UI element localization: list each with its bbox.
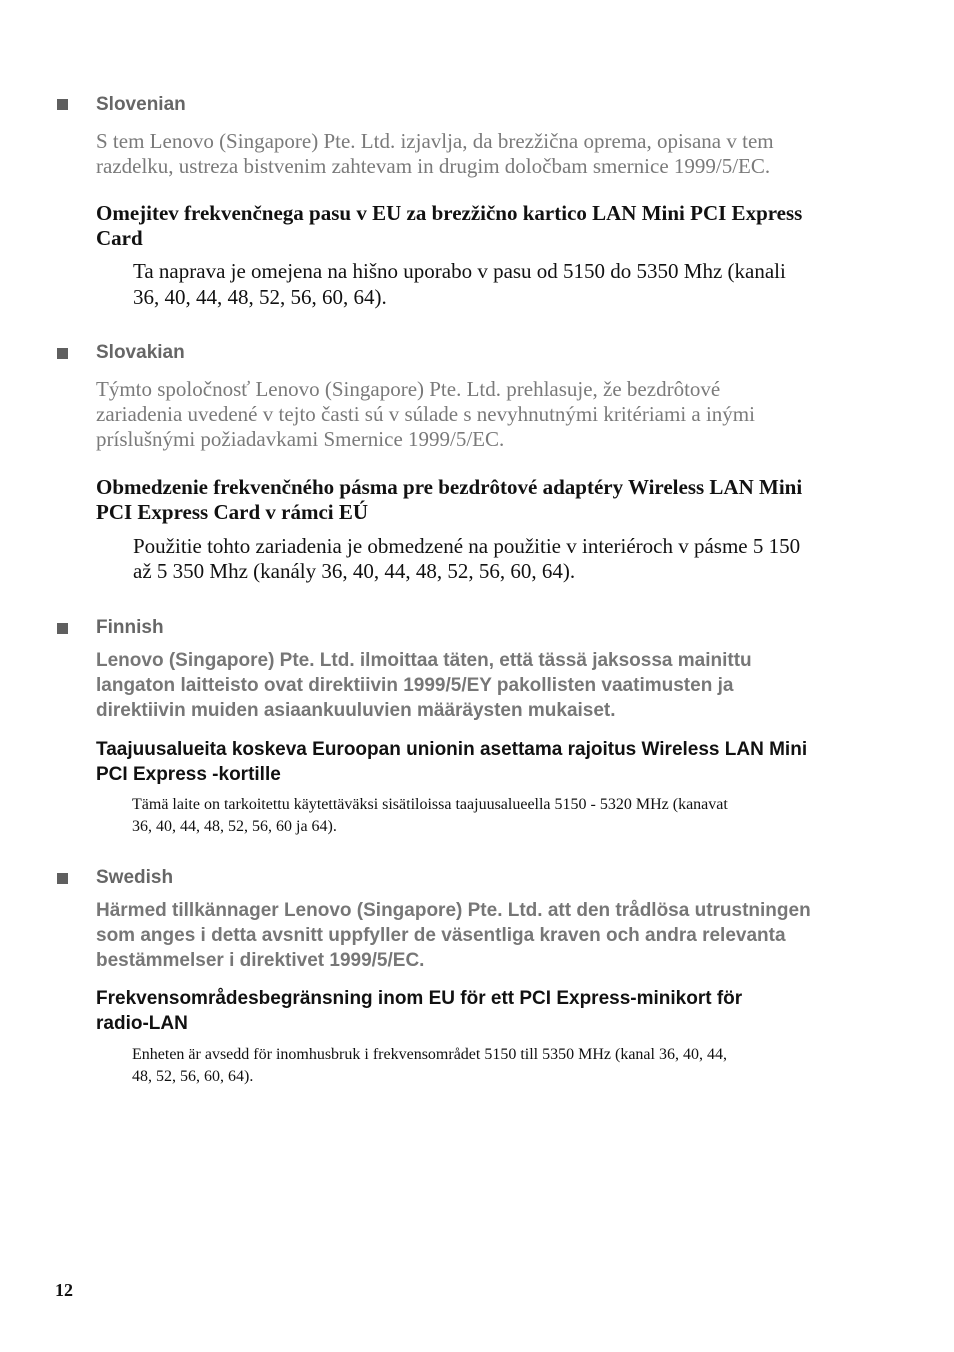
declaration-line: S tem Lenovo (Singapore) Pte. Ltd. izjavlja, da brezžična oprema, opisana v tem: [96, 129, 774, 153]
body-line: 36, 40, 44, 48, 52, 56, 60, 64).: [133, 285, 387, 309]
subsection-heading: Frekvensområdesbegränsning inom EU för ett PCI Express-minikort för: [96, 988, 743, 1009]
declaration-line: zariadenia uvedené v tejto časti sú v súlade s nevyhnutnými kritériami a inými: [96, 402, 755, 426]
section-bullet-icon: [57, 873, 68, 884]
declaration-line: direktiivin muiden asiaankuuluvien määräysten mukaiset.: [96, 700, 616, 721]
body-line: Enheten är avsedd för inomhusbruk i frekvensområdet 5150 till 5350 MHz (kanal 36, 40, 44,: [132, 1046, 727, 1063]
body-line: 48, 52, 56, 60, 64).: [132, 1068, 254, 1085]
declaration-line: Týmto spoločnosť Lenovo (Singapore) Pte. Ltd. prehlasuje, že bezdrôtové: [96, 377, 721, 401]
declaration-line: príslušnými požiadavkami Smernice 1999/5/EC.: [96, 427, 505, 451]
section-title-slovakian: Slovakian: [96, 342, 185, 363]
declaration-line: langaton laitteisto ovat direktiivin 1999/5/EY pakollisten vaatimusten ja: [96, 675, 734, 696]
body-line: 36, 40, 44, 48, 52, 56, 60 ja 64).: [132, 818, 337, 835]
declaration-line: Lenovo (Singapore) Pte. Ltd. ilmoittaa täten, että tässä jaksossa mainittu: [96, 650, 752, 671]
subsection-heading: radio-LAN: [96, 1013, 188, 1034]
declaration-line: Härmed tillkännager Lenovo (Singapore) Pte. Ltd. att den trådlösa utrustningen: [96, 900, 811, 921]
declaration-line: razdelku, ustreza bistvenim zahtevam in drugim določbam smernice 1999/5/EC.: [96, 154, 771, 178]
section-title-slovenian: Slovenian: [96, 94, 186, 115]
body-line: Použitie tohto zariadenia je obmedzené na použitie v interiéroch v pásme 5 150: [133, 534, 801, 558]
section-title-finnish: Finnish: [96, 617, 164, 638]
section-bullet-icon: [57, 348, 68, 359]
subsection-heading: PCI Express Card v rámci EÚ: [96, 500, 369, 524]
page-number: 12: [55, 1280, 73, 1300]
declaration-line: bestämmelser i direktivet 1999/5/EC.: [96, 950, 425, 971]
subsection-heading: Omejitev frekvenčnega pasu v EU za brezžično kartico LAN Mini PCI Express: [96, 201, 803, 225]
section-bullet-icon: [57, 623, 68, 634]
subsection-heading: Card: [96, 226, 143, 250]
section-title-swedish: Swedish: [96, 867, 174, 888]
subsection-heading: PCI Express -kortille: [96, 764, 281, 785]
body-line: Tämä laite on tarkoitettu käytettäväksi sisätiloissa taajuusalueella 5150 - 5320 MHz (kanavat: [132, 796, 728, 813]
section-bullet-icon: [57, 99, 68, 110]
body-line: až 5 350 Mhz (kanály 36, 40, 44, 48, 52, 56, 60, 64).: [133, 559, 576, 583]
subsection-heading: Obmedzenie frekvenčného pásma pre bezdrôtové adaptéry Wireless LAN Mini: [96, 475, 803, 499]
declaration-line: som anges i detta avsnitt uppfyller de väsentliga kraven och andra relevanta: [96, 925, 786, 946]
subsection-heading: Taajuusalueita koskeva Euroopan unionin asettama rajoitus Wireless LAN Mini: [96, 739, 808, 760]
body-line: Ta naprava je omejena na hišno uporabo v pasu od 5150 do 5350 Mhz (kanali: [133, 259, 786, 283]
